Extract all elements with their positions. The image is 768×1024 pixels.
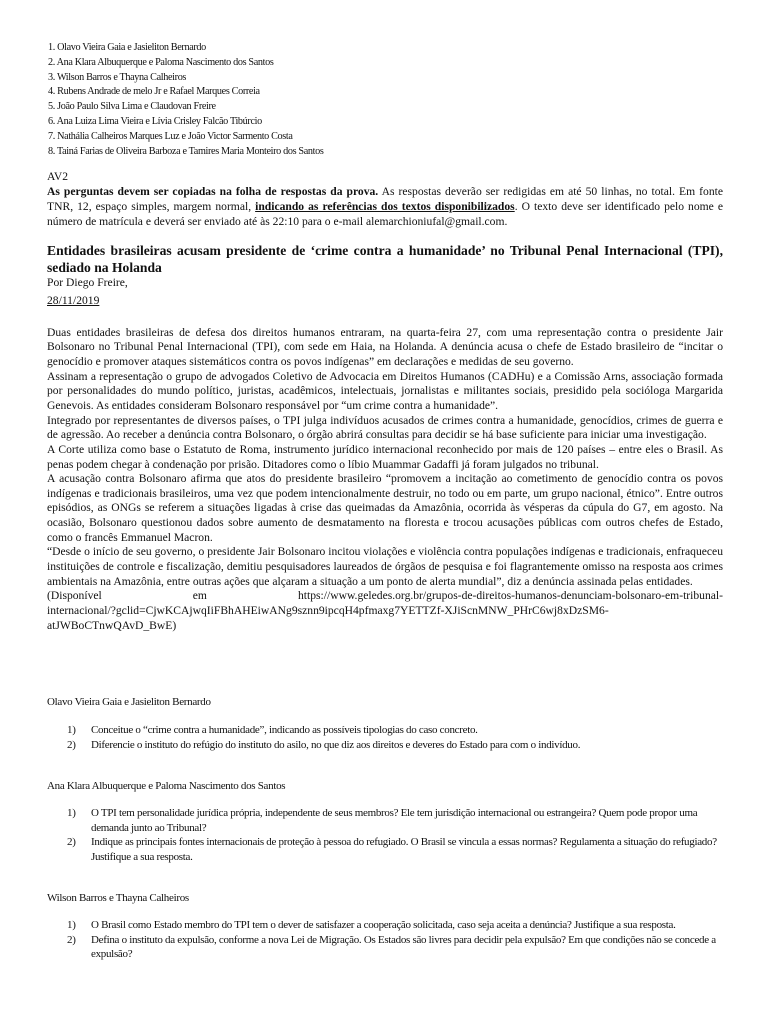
question-number: 2) [67, 738, 76, 751]
source-url-part: https://www.geledes.org.br/grupos-de-direitos-humanos-denunciam-bolsonaro-em-tribunal- [297, 589, 723, 603]
question-list [67, 918, 727, 962]
article-paragraph: Integrado por representantes de diversos países, o TPI julga indivíduos acusados de crimes contra a humanidade, genocídios, crimes de guerra e de agressão. Ao receber a denúncia contra Bolsonaro, o órgão abrirá consultas para decidir se há base suficiente para iniciar uma investigação. [47, 413, 723, 442]
question-number: 2) [67, 933, 76, 946]
exam-heading: AV2 [47, 170, 69, 183]
group-title: Olavo Vieira Gaia e Jasieliton Bernardo [47, 696, 211, 708]
article-source [47, 589, 723, 633]
roster-item: 1. Olavo Vieira Gaia e Jasieliton Bernardo [48, 42, 206, 53]
article-headline: Entidades brasileiras acusam presidente de ‘crime contra a humanidade’ no Tribunal Penal Internacional (TPI), sediado na Holanda [47, 243, 723, 275]
article-date: 28/11/2019 [47, 293, 100, 307]
question-text: Indique as principais fontes internacionais de proteção à pessoa do refugiado. O Brasil se vincula a essas normas? Regulamenta a situação do refugiado? Justifique a sua resposta. [91, 836, 717, 863]
question-text: Diferencie o instituto do refúgio do instituto do asilo, no que diz aos direitos e deveres do Estado para com o indivíduo. [91, 738, 581, 751]
question-text: O Brasil como Estado membro do TPI tem o dever de satisfazer a cooperação solicitada, caso seja aceita a denúncia? Justifique a sua resposta. [91, 919, 676, 931]
instructions-text-1: As respostas deverão ser redigidas em até 50 linhas, no total. Em fonte TNR, 12, espaço simples, margem normal, [47, 185, 724, 213]
instructions-underlined: indicando as referências dos textos disponibilizados [255, 200, 515, 213]
exam-instructions [47, 169, 723, 229]
article-paragraph: “Desde o início de seu governo, o presidente Jair Bolsonaro incitou violações e violência contra populações indígenas e tradicionais, enfraqueceu instituições de controle e fiscalização, demitiu pesquisadores laureados de órgãos de pesquisa e foi flagrantemente omisso na resposta aos crimes ambientais na Amazônia, entre outras ações que alçaram a situação a um ponto de alerta mundial”, diz a denúncia assinada pelas entidades. [47, 545, 723, 588]
instructions-paragraph [47, 184, 723, 229]
group-title: Ana Klara Albuquerque e Paloma Nascimento dos Santos [47, 780, 286, 792]
source-url-part: internacional/?gclid=CjwKCAjwqIiFBhAHEiwANg9sznn9ipcqH4pfmaxg7YETTZf-XJiScnMNW_PHrC6wj8xDzSM6- [47, 604, 609, 618]
instructions-text-2: . O texto deve ser identificado pelo nome e número de matrícula e deverá ser enviado até às 22:10 para o e-mail alemarchioniufal@gmail.com. [47, 200, 723, 228]
roster-item: 3. Wilson Barros e Thayna Calheiros [48, 71, 187, 83]
article [47, 242, 723, 633]
article-paragraph: Assinam a representação o grupo de advogados Coletivo de Advocacia em Direitos Humanos (CADHu) e a Comissão Arns, associação formada por personalidades do mundo político, juristas, acadêmicos, intelectuais, jornalistas e militantes sociais, presidido pela socióloga Margarida Genevois. As entidades consideram Bolsonaro responsável por “um crime contra a humanidade”. [47, 369, 723, 412]
question-list [67, 806, 727, 864]
roster-item: 2. Ana Klara Albuquerque e Paloma Nascimento dos Santos [48, 56, 274, 68]
question-text: Conceitue o “crime contra a humanidade”, indicando as possíveis tipologias do caso concreto. [91, 724, 478, 736]
source-first-line [47, 589, 723, 604]
source-url-part: atJWBoCTnwQAvD_BwE) [47, 618, 177, 632]
source-label: (Disponível [47, 589, 102, 603]
article-paragraph: A acusação contra Bolsonaro afirma que atos do presidente brasileiro “promovem a incitação ao cometimento de genocídio contra os povos indígenas e tradicionais brasileiros, uma vez que podem intencionalmente destruir, no todo ou em parte, um grupo nacional, étnico”. Entre outros episódios, as ONGs se referem a situações ligadas à crise das queimadas da Amazônia, ocorrida às vésperas da cúpula do G7, em agosto. Na ocasião, Bolsonaro questionou dados sobre aumento de desmatamento na floresta e trocou acusações públicas com outros chefes de Estado, como o francês Emmanuel Macron. [47, 472, 723, 544]
question-number: 2) [67, 836, 76, 849]
roster-item: 5. João Paulo Silva Lima e Claudovan Freire [48, 101, 216, 113]
question-item [67, 806, 727, 835]
group-title: Wilson Barros e Thayna Calheiros [47, 892, 189, 904]
question-number: 1) [67, 807, 76, 819]
question-text: O TPI tem personalidade jurídica própria, independente de seus membros? Ele tem jurisdição internacional ou estrangeira? Quem pode propor uma demanda junto ao Tribunal? [91, 807, 698, 834]
question-item [67, 835, 727, 864]
instructions-bold: As perguntas devem ser copiadas na folha de respostas da prova. [47, 185, 379, 198]
question-list [67, 723, 727, 752]
article-paragraph: Duas entidades brasileiras de defesa dos direitos humanos entraram, na quarta-feira 27, com uma representação contra o presidente Jair Bolsonaro no Tribunal Penal Internacional (TPI), com sede em Haia, na Holanda. A denúncia acusa o chefe de Estado brasileiro de “incitar o genocídio e promover ataques sistemáticos contra os povos indígenas” em declarações e medidas de seu governo. [47, 325, 723, 368]
source-em: em [192, 589, 207, 603]
roster-item: 8. Tainá Farias de Oliveira Barboza e Tamires Maria Monteiro dos Santos [48, 145, 324, 157]
question-item [67, 723, 727, 738]
question-item [67, 933, 727, 962]
question-number: 1) [67, 919, 76, 931]
roster-item: 6. Ana Luiza Lima Vieira e Lívia Crisley Falcão Tibúrcio [48, 115, 262, 127]
article-body [47, 326, 723, 634]
question-item [67, 918, 727, 933]
article-byline: Por Diego Freire, [47, 276, 128, 289]
question-item [67, 738, 727, 753]
roster-item: 4. Rubens Andrade de melo Jr e Rafael Marques Correia [48, 86, 260, 98]
roster-item: 7. Nathália Calheiros Marques Luz e João Victor Sarmento Costa [48, 130, 293, 142]
question-number: 1) [67, 724, 76, 736]
article-paragraph: A Corte utiliza como base o Estatuto de Roma, instrumento jurídico internacional reconhecido por mais de 120 países – entre eles o Brasil. As penas podem chegar à condenação por prisão. Ditadores como o líbio Muammar Gadaffi já foram julgados no tribunal. [47, 442, 723, 471]
group-roster [48, 41, 728, 159]
question-text: Defina o instituto da expulsão, conforme a nova Lei de Migração. Os Estados são livres para decidir pela expulsão? Em que condições não se concede a expulsão? [91, 933, 716, 961]
